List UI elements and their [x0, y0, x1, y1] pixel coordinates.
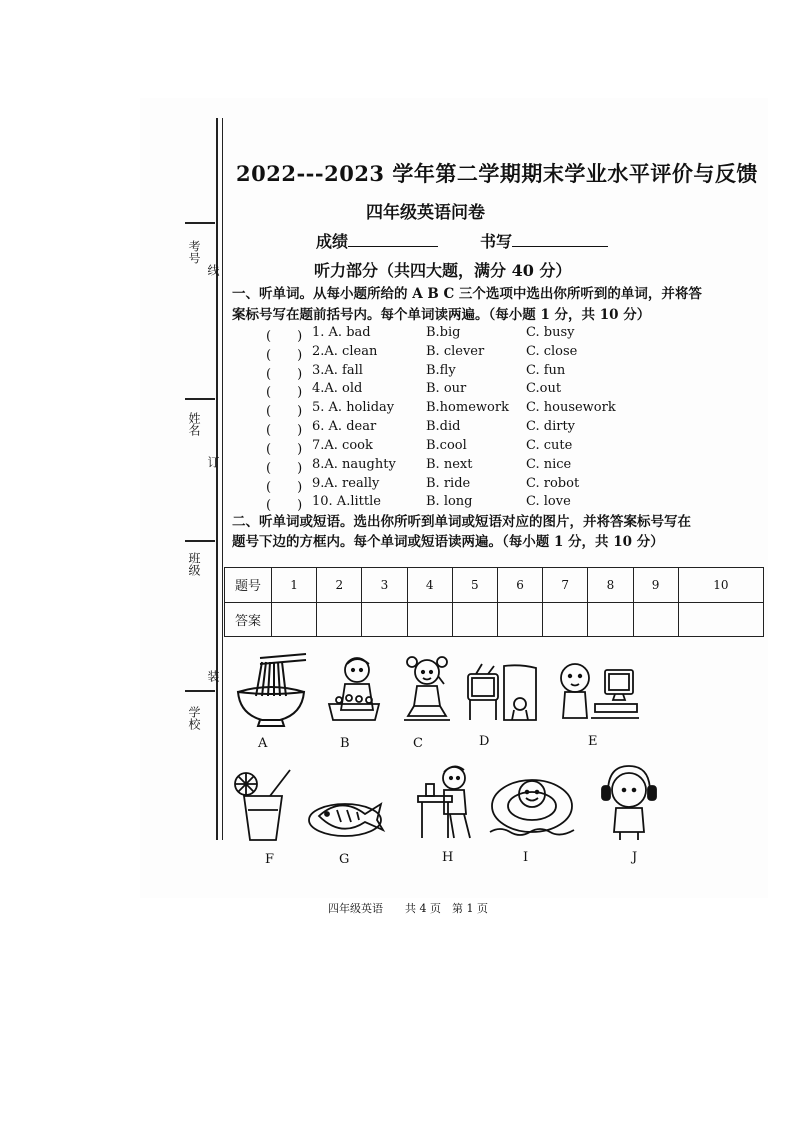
juice-glass-icon — [230, 766, 296, 844]
answer-cell[interactable] — [497, 602, 542, 637]
writing-blank[interactable] — [512, 232, 608, 247]
watching-tv-icon — [464, 662, 540, 724]
picture-letter: A — [258, 736, 268, 751]
option-b: B. our — [426, 381, 467, 396]
picture-letter: E — [588, 734, 598, 749]
answer-row-label: 答案 — [225, 602, 272, 637]
answer-bracket[interactable]: ( ) — [266, 480, 303, 495]
option-b: B.cool — [426, 438, 467, 453]
option-c: C. love — [526, 494, 571, 509]
answer-bracket[interactable]: ( ) — [266, 442, 303, 457]
option-a: 8.A. naughty — [312, 457, 396, 472]
boy-at-desk-icon — [414, 762, 480, 842]
picture-letter: I — [523, 850, 529, 865]
question-number-cell: 10 — [678, 568, 763, 603]
answer-bracket[interactable]: ( ) — [266, 498, 303, 513]
score-field — [316, 229, 438, 252]
option-b: B.fly — [426, 363, 456, 378]
picture-letter: G — [339, 852, 350, 867]
page-footer: 四年级英语 共 4 页 第 1 页 — [328, 902, 488, 915]
option-a: 4.A. old — [312, 381, 363, 396]
number-row-label: 题号 — [225, 568, 272, 603]
answer-bracket[interactable]: ( ) — [266, 367, 303, 382]
answer-cell[interactable] — [543, 602, 588, 637]
fish-plate-icon — [305, 790, 389, 840]
computer-kid-icon — [555, 660, 641, 726]
answer-table — [224, 567, 764, 637]
option-b: B. next — [426, 457, 473, 472]
picture-letter: J — [632, 850, 638, 865]
answer-cell[interactable] — [272, 602, 317, 637]
question-number-cell: 5 — [452, 568, 497, 603]
answer-bracket[interactable]: ( ) — [266, 329, 303, 344]
headphones-kid-icon — [598, 762, 660, 842]
option-c: C. busy — [526, 325, 575, 340]
option-c: C. housework — [526, 400, 616, 415]
cooking-boy-icon — [323, 654, 385, 726]
question-number-cell: 9 — [633, 568, 678, 603]
option-a: 5. A. holiday — [312, 400, 395, 415]
picture-letter: B — [340, 736, 350, 751]
option-c: C. nice — [526, 457, 572, 472]
answer-bracket[interactable]: ( ) — [266, 385, 303, 400]
girl-on-phone-icon — [400, 654, 454, 724]
option-a: 2.A. clean — [312, 344, 378, 359]
option-b: B. long — [426, 494, 473, 509]
noodles-bowl-icon — [232, 652, 310, 728]
binding-line-inner — [222, 118, 223, 840]
number-row — [225, 568, 764, 603]
option-c: C. close — [526, 344, 578, 359]
school-label: 学校 — [187, 706, 201, 730]
option-c: C.out — [526, 381, 562, 396]
part2-instruction-2: 题号下边的方框内。每个单词或短语读两遍。（每小题 1 分，共 10 分） — [232, 534, 664, 550]
option-a: 7.A. cook — [312, 438, 373, 453]
binding-line — [216, 118, 218, 840]
picture-letter: H — [442, 850, 454, 865]
picture-letter: D — [479, 734, 490, 749]
option-a: 9.A. really — [312, 476, 380, 491]
answer-cell[interactable] — [678, 602, 763, 637]
question-number-cell: 1 — [272, 568, 317, 603]
option-c: C. robot — [526, 476, 580, 491]
answer-bracket[interactable]: ( ) — [266, 348, 303, 363]
ding-char: 订 — [206, 456, 220, 468]
answer-row — [225, 602, 764, 637]
option-a: 6. A. dear — [312, 419, 377, 434]
exam-subtitle: 四年级英语问卷 — [366, 203, 485, 223]
score-blank[interactable] — [348, 232, 438, 247]
exam-title: 2022---2023 学年第二学期期末学业水平评价与反馈 — [236, 161, 758, 186]
part2-instruction-1: 二、听单词或短语。选出你所听到单词或短语对应的图片，并将答案标号写在 — [232, 514, 691, 530]
exam-no-rule — [185, 222, 215, 224]
answer-cell[interactable] — [588, 602, 633, 637]
answer-cell[interactable] — [452, 602, 497, 637]
class-label: 班级 — [187, 552, 201, 576]
option-a: 1. A. bad — [312, 325, 371, 340]
option-a: 10. A.little — [312, 494, 381, 509]
option-b: B.homework — [426, 400, 509, 415]
answer-cell[interactable] — [633, 602, 678, 637]
question-number-cell: 3 — [362, 568, 407, 603]
name-label: 姓名 — [187, 412, 201, 436]
writing-label: 书写 — [480, 232, 513, 251]
writing-field — [480, 229, 608, 252]
part1-instruction-1: 一、听单词。从每小题所给的 A B C 三个选项中选出你所听到的单词，并将答 — [232, 286, 702, 302]
option-a: 3.A. fall — [312, 363, 363, 378]
name-rule — [185, 398, 215, 400]
answer-cell[interactable] — [407, 602, 452, 637]
answer-cell[interactable] — [362, 602, 407, 637]
class-rule — [185, 540, 215, 542]
zhuang-char: 装 — [206, 670, 220, 682]
picture-letter: F — [265, 852, 275, 867]
section-title: 听力部分（共四大题，满分 40 分） — [314, 261, 572, 280]
question-number-cell: 8 — [588, 568, 633, 603]
swim-ring-icon — [486, 768, 578, 838]
option-b: B.did — [426, 419, 461, 434]
school-rule — [185, 690, 215, 692]
option-c: C. cute — [526, 438, 573, 453]
part1-instruction-2: 案标号写在题前括号内。每个单词读两遍。（每小题 1 分，共 10 分） — [232, 307, 651, 323]
picture-letter: C — [413, 736, 423, 751]
option-c: C. fun — [526, 363, 566, 378]
exam-no-label: 考号 — [187, 240, 201, 264]
answer-bracket[interactable]: ( ) — [266, 423, 303, 438]
option-c: C. dirty — [526, 419, 576, 434]
question-number-cell: 6 — [497, 568, 542, 603]
line-char: 线 — [206, 264, 220, 276]
question-number-cell: 7 — [543, 568, 588, 603]
option-b: B. clever — [426, 344, 485, 359]
answer-bracket[interactable]: ( ) — [266, 461, 303, 476]
answer-cell[interactable] — [317, 602, 362, 637]
score-label: 成绩 — [316, 232, 349, 251]
option-b: B.big — [426, 325, 461, 340]
question-number-cell: 4 — [407, 568, 452, 603]
question-number-cell: 2 — [317, 568, 362, 603]
answer-bracket[interactable]: ( ) — [266, 404, 303, 419]
option-b: B. ride — [426, 476, 471, 491]
